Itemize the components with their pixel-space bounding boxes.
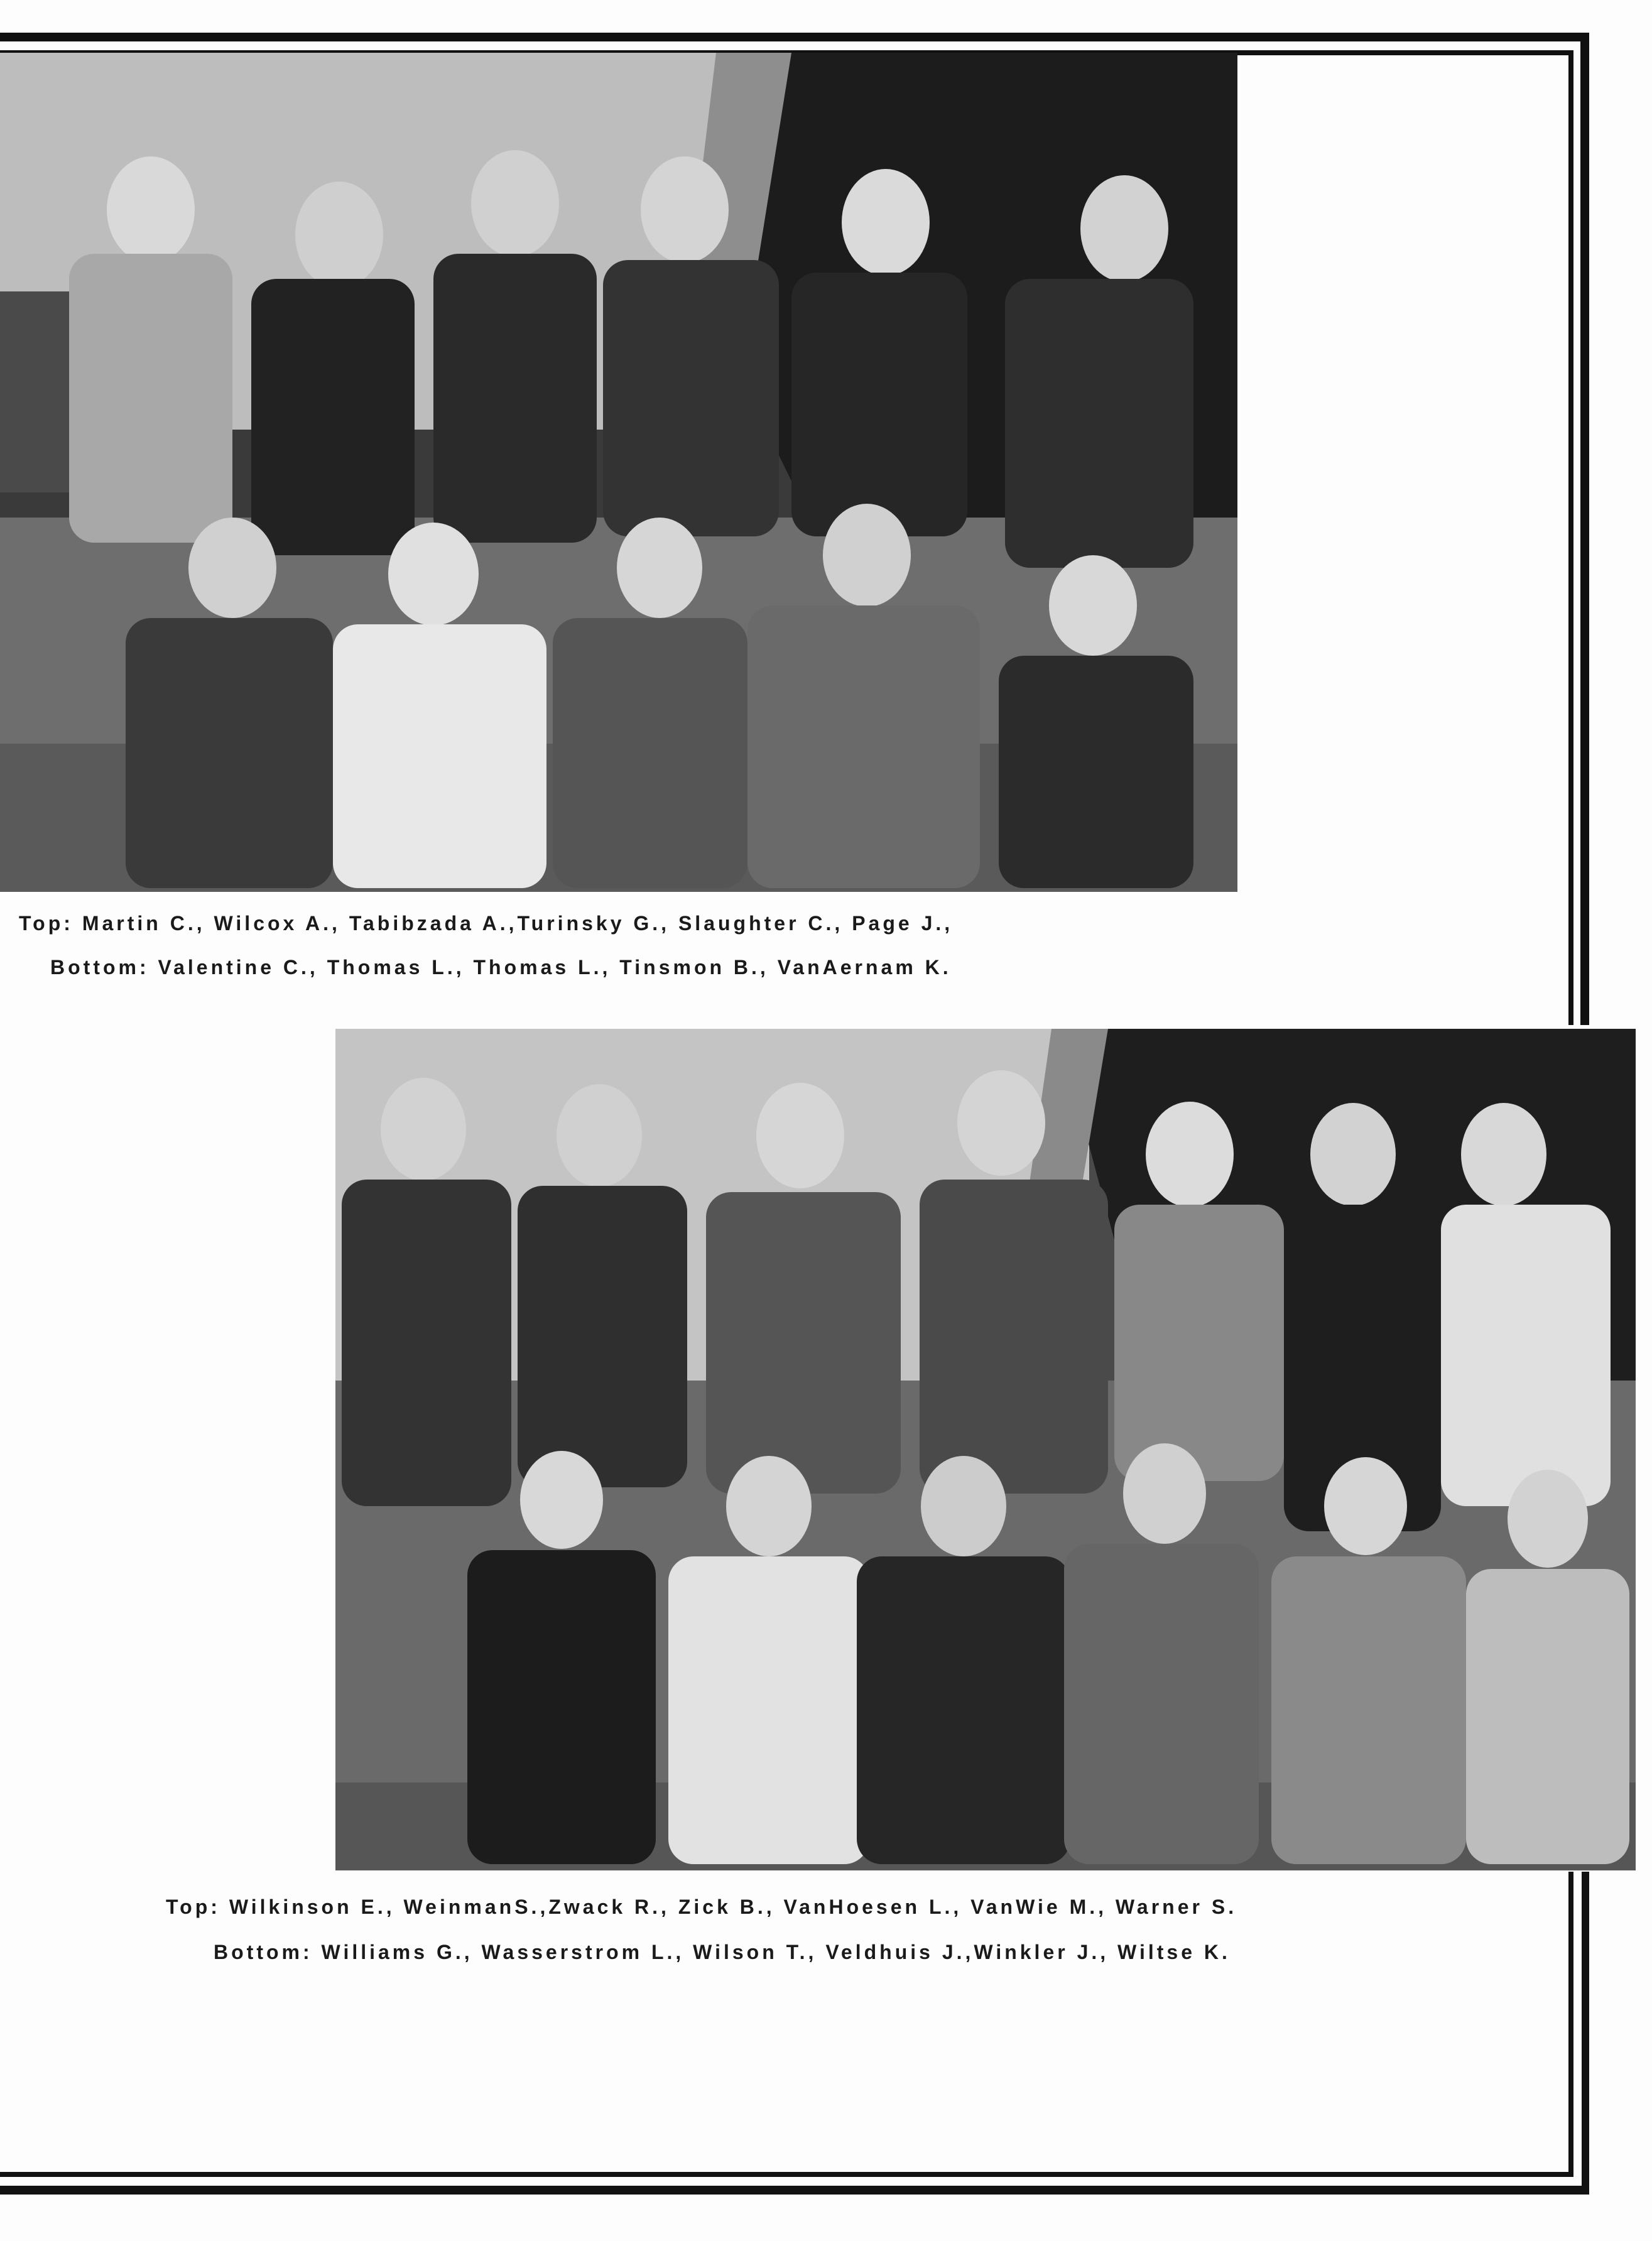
frame-top-outer-rule — [0, 33, 1589, 41]
group2-top-caption: Top: Wilkinson E., WeinmanS.,Zwack R., Zick B., VanHoesen L., VanWie M., Warner S. — [166, 1896, 1237, 1918]
frame-right-outer-rule-upper — [1580, 33, 1589, 1025]
frame-right-inner-rule-upper — [1568, 50, 1573, 1025]
frame-right-inner-rule-lower — [1568, 1872, 1573, 2177]
frame-bottom-inner-rule — [0, 2172, 1573, 2177]
group1-top-caption: Top: Martin C., Wilcox A., Tabibzada A.,Turinsky G., Slaughter C., Page J., — [19, 912, 954, 935]
group-photo-2-image — [335, 1029, 1636, 1870]
group-photo-2 — [335, 1029, 1636, 1870]
group-photo-1-image — [0, 53, 1237, 892]
group-photo-1 — [0, 53, 1237, 892]
group2-bottom-caption: Bottom: Williams G., Wasserstrom L., Wilson T., Veldhuis J.,Winkler J., Wiltse K. — [214, 1941, 1231, 1963]
group1-bottom-caption: Bottom: Valentine C., Thomas L., Thomas L., Tinsmon B., VanAernam K. — [50, 956, 952, 979]
frame-right-outer-rule-lower — [1582, 1872, 1589, 2192]
frame-bottom-outer-rule — [0, 2186, 1589, 2195]
